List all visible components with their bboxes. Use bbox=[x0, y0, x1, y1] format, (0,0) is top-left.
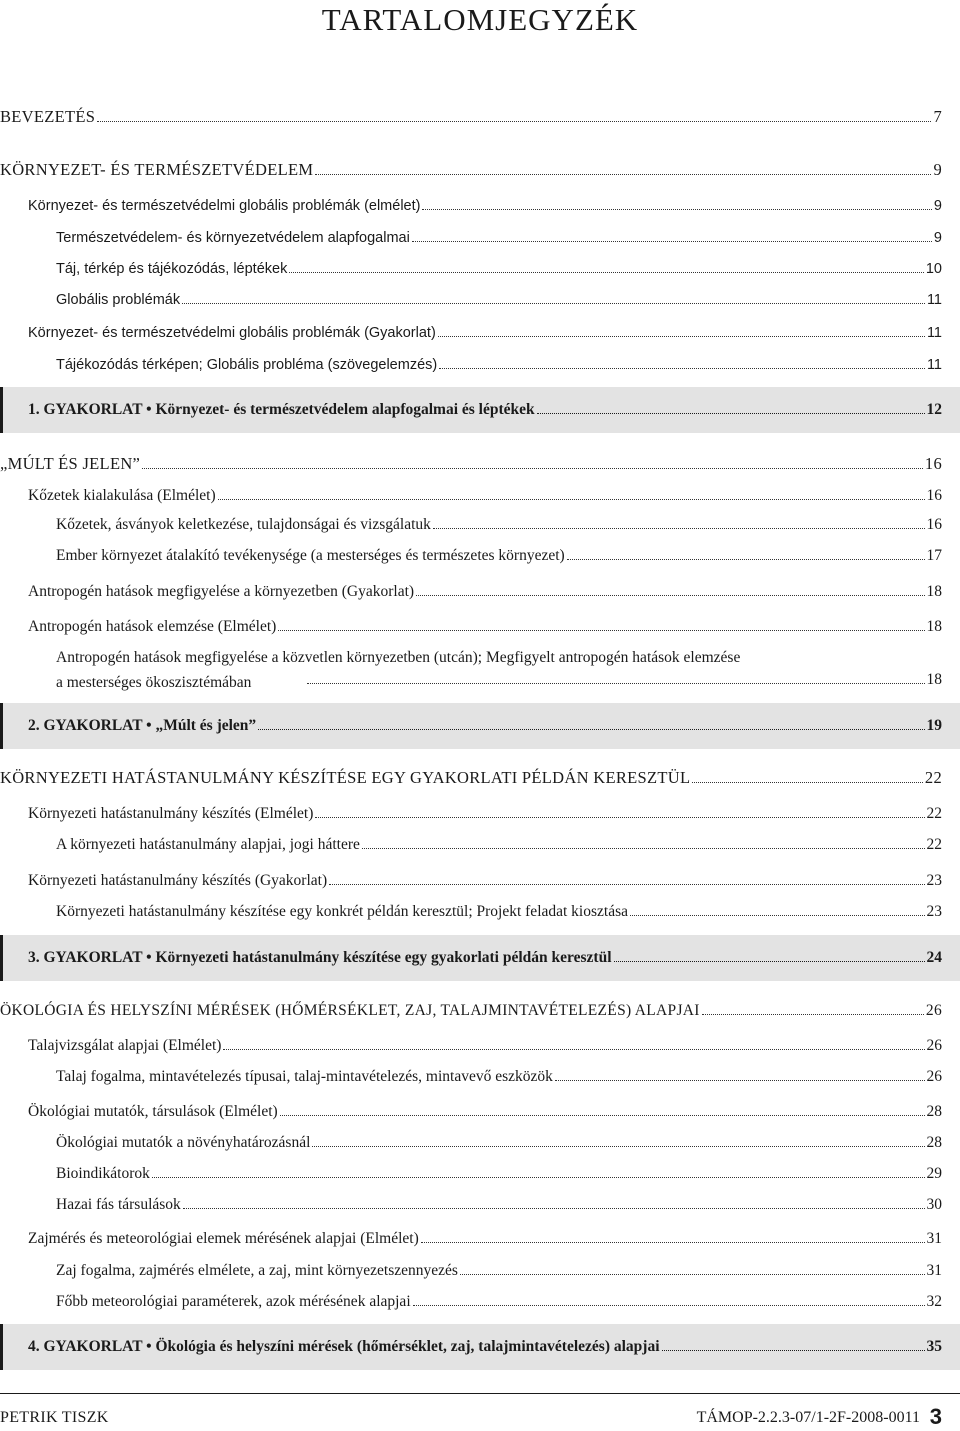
toc-dot-leader bbox=[416, 594, 924, 596]
toc-dot-leader bbox=[329, 883, 924, 885]
toc-practice-entry[interactable] bbox=[28, 948, 942, 968]
toc-entry-text: ÖKOLÓGIA ÉS HELYSZÍNI MÉRÉSEK (HŐMÉRSÉKLET, ZAJ, TALAJMINTAVÉTELEZÉS) ALAPJAI bbox=[0, 1002, 700, 1019]
toc-dot-leader bbox=[312, 1145, 924, 1147]
toc-dot-leader bbox=[289, 271, 924, 273]
toc-entry-text: Ember környezet átalakító tevékenysége (a mesterséges és természetes környezet) bbox=[56, 547, 565, 564]
toc-section-heading[interactable] bbox=[0, 1001, 942, 1021]
toc-page-number: 17 bbox=[926, 547, 942, 564]
toc-entry-text: Környezet- és természetvédelmi globális problémák (elmélet) bbox=[28, 198, 421, 214]
toc-dot-leader bbox=[555, 1079, 925, 1081]
toc-dot-leader bbox=[223, 1048, 924, 1050]
toc-entry[interactable] bbox=[28, 804, 942, 824]
toc-entry-text: Talajvizsgálat alapjai (Elmélet) bbox=[28, 1037, 222, 1054]
toc-entry-text: Kőzetek kialakulása (Elmélet) bbox=[28, 487, 216, 504]
toc-entry-text: KÖRNYEZET- ÉS TERMÉSZETVÉDELEM bbox=[0, 160, 314, 179]
toc-page-number: 9 bbox=[933, 230, 942, 246]
toc-section-heading[interactable] bbox=[0, 454, 942, 474]
toc-dot-leader bbox=[278, 629, 924, 631]
toc-entry-multiline-leader[interactable] bbox=[305, 670, 942, 690]
toc-page-number: 28 bbox=[926, 1134, 942, 1151]
toc-dot-leader bbox=[412, 240, 932, 242]
toc-entry-text: Antropogén hatások elemzése (Elmélet) bbox=[28, 618, 277, 635]
toc-page-number: 31 bbox=[926, 1262, 942, 1279]
footer-page-number: 3 bbox=[929, 1404, 942, 1429]
toc-entry[interactable] bbox=[56, 228, 942, 248]
toc-page-number: 16 bbox=[926, 516, 942, 533]
toc-dot-leader bbox=[315, 173, 931, 175]
toc-page-number: 29 bbox=[926, 1165, 942, 1182]
footer-divider bbox=[0, 1393, 960, 1394]
toc-dot-leader bbox=[280, 1114, 925, 1116]
toc-page-number: 22 bbox=[924, 768, 942, 787]
toc-entry[interactable] bbox=[56, 902, 942, 922]
toc-page-number: 23 bbox=[926, 872, 942, 889]
toc-dot-leader bbox=[142, 467, 923, 469]
toc-entry-text: Tájékozódás térképen; Globális probléma (szövegelemzés) bbox=[56, 357, 438, 373]
toc-entry-line-2: a mesterséges ökoszisztémában bbox=[56, 674, 252, 691]
toc-entry-line-1: Antropogén hatások megfigyelése a közvetlen környezetben (utcán); Megfigyelt antropogén hatások elemzése bbox=[56, 649, 741, 666]
toc-dot-leader bbox=[692, 781, 923, 783]
toc-entry-bevezetes[interactable] bbox=[0, 107, 942, 127]
toc-entry[interactable] bbox=[28, 196, 942, 216]
toc-dot-leader bbox=[421, 1241, 925, 1243]
toc-page-number: 18 bbox=[926, 671, 942, 688]
toc-dot-leader bbox=[614, 960, 925, 962]
toc-entry-text: 2. GYAKORLAT • „Múlt és jelen” bbox=[28, 717, 257, 734]
toc-entry-text: Ökológiai mutatók, társulások (Elmélet) bbox=[28, 1103, 278, 1120]
toc-entry-text: Környezet- és természetvédelmi globális problémák (Gyakorlat) bbox=[28, 325, 436, 341]
toc-entry[interactable] bbox=[28, 323, 942, 343]
toc-entry-text: Bioindikátorok bbox=[56, 1165, 150, 1182]
toc-entry[interactable] bbox=[28, 1229, 942, 1249]
toc-page-number: 12 bbox=[926, 401, 942, 418]
toc-entry-text: Táj, térkép és tájékozódás, léptékek bbox=[56, 261, 288, 277]
toc-dot-leader bbox=[307, 682, 925, 684]
toc-section-heading[interactable] bbox=[0, 160, 942, 180]
toc-dot-leader bbox=[438, 335, 925, 337]
toc-entry-text: Kőzetek, ásványok keletkezése, tulajdonságai és vizsgálatuk bbox=[56, 516, 431, 533]
toc-practice-entry[interactable] bbox=[28, 400, 942, 420]
toc-page-number: 24 bbox=[926, 949, 942, 966]
toc-entry[interactable] bbox=[56, 259, 942, 279]
toc-entry-text: A környezeti hatástanulmány alapjai, jogi háttere bbox=[56, 836, 360, 853]
toc-page-number: 11 bbox=[926, 325, 942, 341]
toc-dot-leader bbox=[152, 1176, 925, 1178]
toc-page-number: 16 bbox=[926, 487, 942, 504]
toc-entry-text: 3. GYAKORLAT • Környezeti hatástanulmány készítése egy gyakorlati példán keresztül bbox=[28, 949, 612, 966]
toc-dot-leader bbox=[702, 1013, 924, 1015]
toc-entry[interactable] bbox=[56, 515, 942, 535]
toc-entry-text: Környezeti hatástanulmány készítése egy konkrét példán keresztül; Projekt feladat kiosztása bbox=[56, 903, 629, 920]
toc-entry-text: 4. GYAKORLAT • Ökológia és helyszíni mérések (hőmérséklet, zaj, talajmintavételezés) alapjai bbox=[28, 1338, 660, 1355]
toc-entry-text: Környezeti hatástanulmány készítés (Gyakorlat) bbox=[28, 872, 328, 889]
toc-page-number: 35 bbox=[926, 1338, 942, 1355]
toc-dot-leader bbox=[662, 1349, 925, 1351]
toc-page-number: 30 bbox=[926, 1196, 942, 1213]
toc-page-number: 31 bbox=[926, 1230, 942, 1247]
toc-entry-text: Ökológiai mutatók a növényhatározásnál bbox=[56, 1134, 311, 1151]
toc-dot-leader bbox=[413, 1304, 925, 1306]
toc-dot-leader bbox=[537, 412, 925, 414]
toc-page-number: 26 bbox=[925, 1002, 942, 1019]
toc-entry-text: Antropogén hatások megfigyelése a környezetben (Gyakorlat) bbox=[28, 583, 415, 600]
toc-dot-leader bbox=[362, 847, 925, 849]
toc-dot-leader bbox=[97, 120, 931, 122]
toc-page-number: 22 bbox=[926, 805, 942, 822]
toc-page-number: 9 bbox=[933, 198, 942, 214]
toc-dot-leader bbox=[258, 728, 924, 730]
page-title: TARTALOMJEGYZÉK bbox=[321, 2, 639, 37]
toc-entry-text: Természetvédelem- és környezetvédelem alapfogalmai bbox=[56, 230, 410, 246]
toc-dot-leader bbox=[630, 914, 924, 916]
toc-entry-text: Globális problémák bbox=[56, 292, 181, 308]
toc-entry[interactable] bbox=[56, 1261, 942, 1281]
footer-project-code: TÁMOP-2.2.3-07/1-2F-2008-0011 bbox=[696, 1409, 920, 1426]
toc-page-number: 18 bbox=[926, 583, 942, 600]
toc-dot-leader bbox=[218, 498, 925, 500]
toc-page-number: 16 bbox=[924, 454, 942, 473]
toc-entry[interactable] bbox=[56, 1292, 942, 1312]
toc-dot-leader bbox=[439, 367, 925, 369]
toc-page-number: 28 bbox=[926, 1103, 942, 1120]
toc-entry[interactable] bbox=[56, 835, 942, 855]
toc-entry-text: Talaj fogalma, mintavételezés típusai, talaj-mintavételezés, mintavevő eszközök bbox=[56, 1068, 553, 1085]
toc-practice-entry[interactable] bbox=[28, 1337, 942, 1357]
toc-entry-text: Főbb meteorológiai paraméterek, azok mérésének alapjai bbox=[56, 1293, 411, 1310]
toc-entry[interactable] bbox=[56, 1195, 942, 1215]
footer-publisher: PETRIK TISZK bbox=[0, 1409, 109, 1426]
toc-entry[interactable] bbox=[56, 355, 942, 375]
toc-entry-text: Zajmérés és meteorológiai elemek mérésének alapjai (Elmélet) bbox=[28, 1230, 419, 1247]
toc-practice-entry[interactable] bbox=[28, 716, 942, 736]
toc-entry[interactable] bbox=[28, 871, 942, 891]
toc-entry[interactable] bbox=[56, 1164, 942, 1184]
toc-entry[interactable] bbox=[56, 290, 942, 310]
toc-entry[interactable] bbox=[56, 1067, 942, 1087]
toc-page-number: 7 bbox=[933, 107, 942, 126]
toc-dot-leader bbox=[422, 208, 931, 210]
toc-entry[interactable] bbox=[28, 582, 942, 602]
toc-page-number: 23 bbox=[926, 903, 942, 920]
toc-entry[interactable] bbox=[28, 1036, 942, 1056]
toc-entry-text: BEVEZETÉS bbox=[0, 107, 96, 126]
toc-entry[interactable] bbox=[28, 1102, 942, 1122]
toc-page-number: 11 bbox=[926, 357, 942, 373]
toc-page-number: 9 bbox=[933, 160, 942, 179]
toc-dot-leader bbox=[567, 558, 925, 560]
toc-page-number: 26 bbox=[926, 1068, 942, 1085]
toc-page-number: 26 bbox=[926, 1037, 942, 1054]
toc-entry-text: Zaj fogalma, zajmérés elmélete, a zaj, mint környezetszennyezés bbox=[56, 1262, 458, 1279]
toc-dot-leader bbox=[315, 816, 924, 818]
toc-page-number: 18 bbox=[926, 618, 942, 635]
toc-dot-leader bbox=[182, 302, 925, 304]
toc-entry-text: KÖRNYEZETI HATÁSTANULMÁNY KÉSZÍTÉSE EGY GYAKORLATI PÉLDÁN KERESZTÜL bbox=[0, 768, 691, 787]
toc-page-number: 22 bbox=[926, 836, 942, 853]
toc-dot-leader bbox=[183, 1207, 925, 1209]
toc-dot-leader bbox=[460, 1273, 925, 1275]
toc-page-number: 10 bbox=[925, 261, 942, 277]
toc-page-number: 11 bbox=[926, 292, 942, 308]
toc-entry-text: 1. GYAKORLAT • Környezet- és természetvédelem alapfogalmai és léptékek bbox=[28, 401, 535, 418]
toc-entry[interactable] bbox=[56, 1133, 942, 1153]
toc-page-number: 32 bbox=[926, 1293, 942, 1310]
toc-entry[interactable] bbox=[28, 617, 942, 637]
toc-entry[interactable] bbox=[56, 546, 942, 566]
toc-entry-text: „MÚLT ÉS JELEN” bbox=[0, 454, 141, 473]
toc-section-heading[interactable] bbox=[0, 768, 942, 788]
toc-page-number: 19 bbox=[926, 717, 942, 734]
toc-dot-leader bbox=[433, 527, 925, 529]
toc-entry-text: Hazai fás társulások bbox=[56, 1196, 181, 1213]
toc-entry[interactable] bbox=[28, 486, 942, 506]
toc-entry-text: Környezeti hatástanulmány készítés (Elmélet) bbox=[28, 805, 314, 822]
